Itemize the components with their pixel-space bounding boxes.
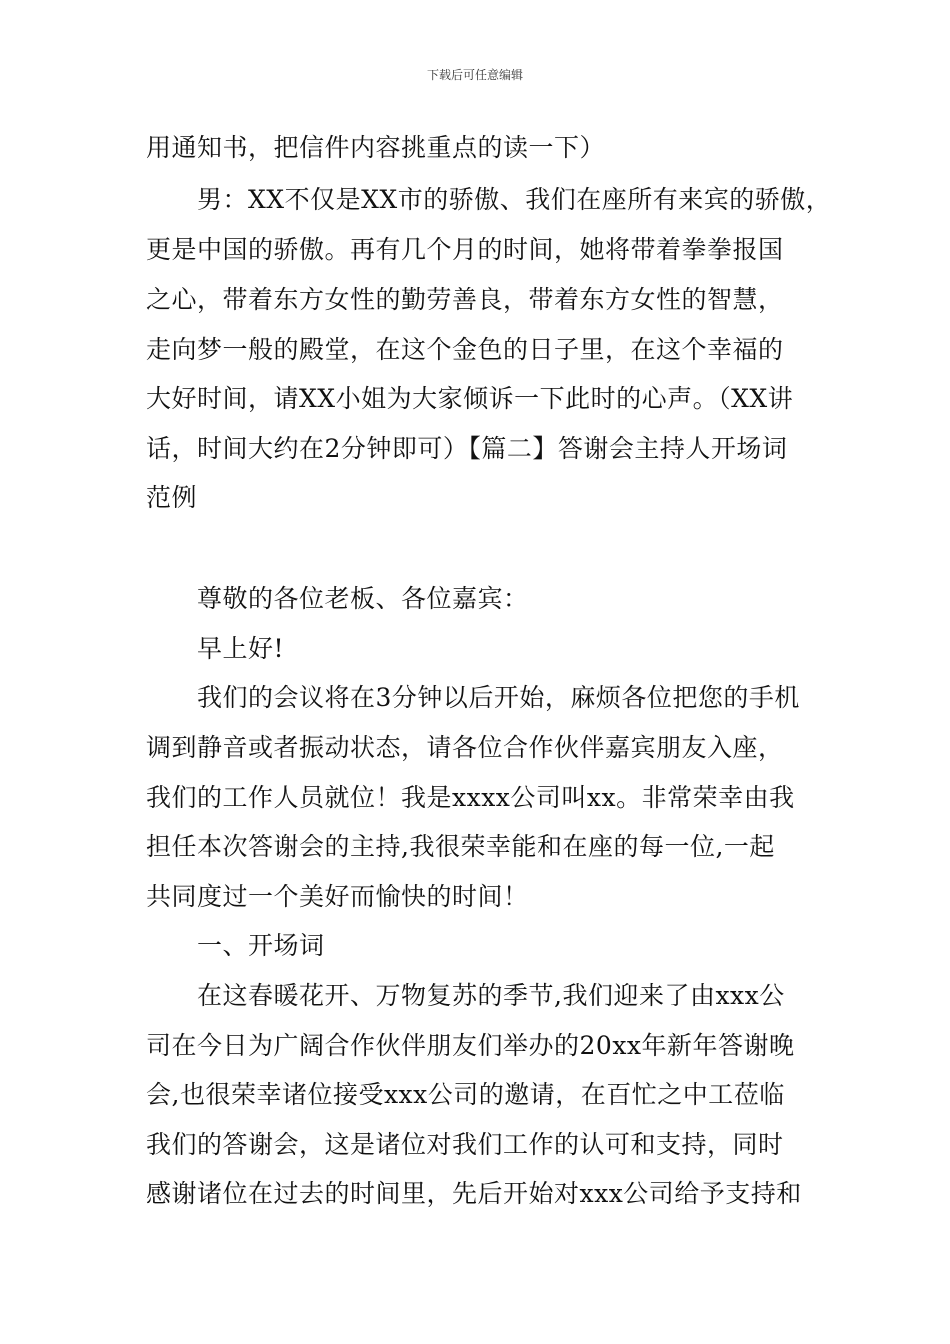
text-line: 我们的工作人员就位！我是xxxx公司叫xx。非常荣幸由我 bbox=[146, 783, 795, 812]
text-line: 大好时间，请XX小姐为大家倾诉一下此时的心声。（XX讲 bbox=[146, 384, 794, 413]
text-line: 尊敬的各位老板、各位嘉宾： bbox=[146, 584, 529, 613]
text-line: 会,也很荣幸诸位接受xxx公司的邀请，在百忙之中工莅临 bbox=[146, 1080, 785, 1109]
text-line: 用通知书，把信件内容挑重点的读一下） bbox=[146, 133, 606, 162]
header-note: 下载后可任意编辑 bbox=[426, 68, 523, 82]
text-line: 走向梦一般的殿堂，在这个金色的日子里，在这个幸福的 bbox=[146, 335, 784, 364]
text-line: 之心，带着东方女性的勤劳善良，带着东方女性的智慧， bbox=[146, 285, 784, 314]
text-line: 司在今日为广阔合作伙伴朋友们举办的20xx年新年答谢晚 bbox=[146, 1031, 795, 1060]
text-line: 范例 bbox=[146, 483, 198, 512]
text-line: 话，时间大约在2分钟即可）【篇二】答谢会主持人开场词 bbox=[146, 434, 788, 463]
text-line: 我们的会议将在3分钟以后开始，麻烦各位把您的手机 bbox=[146, 683, 800, 712]
text-line: 更是中国的骄傲。再有几个月的时间，她将带着拳拳报国 bbox=[146, 235, 784, 264]
text-line: 一、开场词 bbox=[146, 931, 325, 960]
text-line: 早上好! bbox=[146, 634, 285, 663]
text-line: 我们的答谢会，这是诸位对我们工作的认可和支持，同时 bbox=[146, 1130, 784, 1159]
text-line: 共同度过一个美好而愉快的时间！ bbox=[146, 882, 529, 911]
text-line: 担任本次答谢会的主持,我很荣幸能和在座的每一位,一起 bbox=[146, 832, 775, 861]
text-line: 男：XX不仅是XX市的骄傲、我们在座所有来宾的骄傲， bbox=[146, 185, 832, 214]
text-line: 调到静音或者振动状态，请各位合作伙伴嘉宾朋友入座， bbox=[146, 733, 784, 762]
text-line: 在这春暖花开、万物复苏的季节,我们迎来了由xxx公 bbox=[146, 981, 785, 1010]
text-line: 感谢诸位在过去的时间里，先后开始对xxx公司给予支持和 bbox=[146, 1179, 802, 1208]
